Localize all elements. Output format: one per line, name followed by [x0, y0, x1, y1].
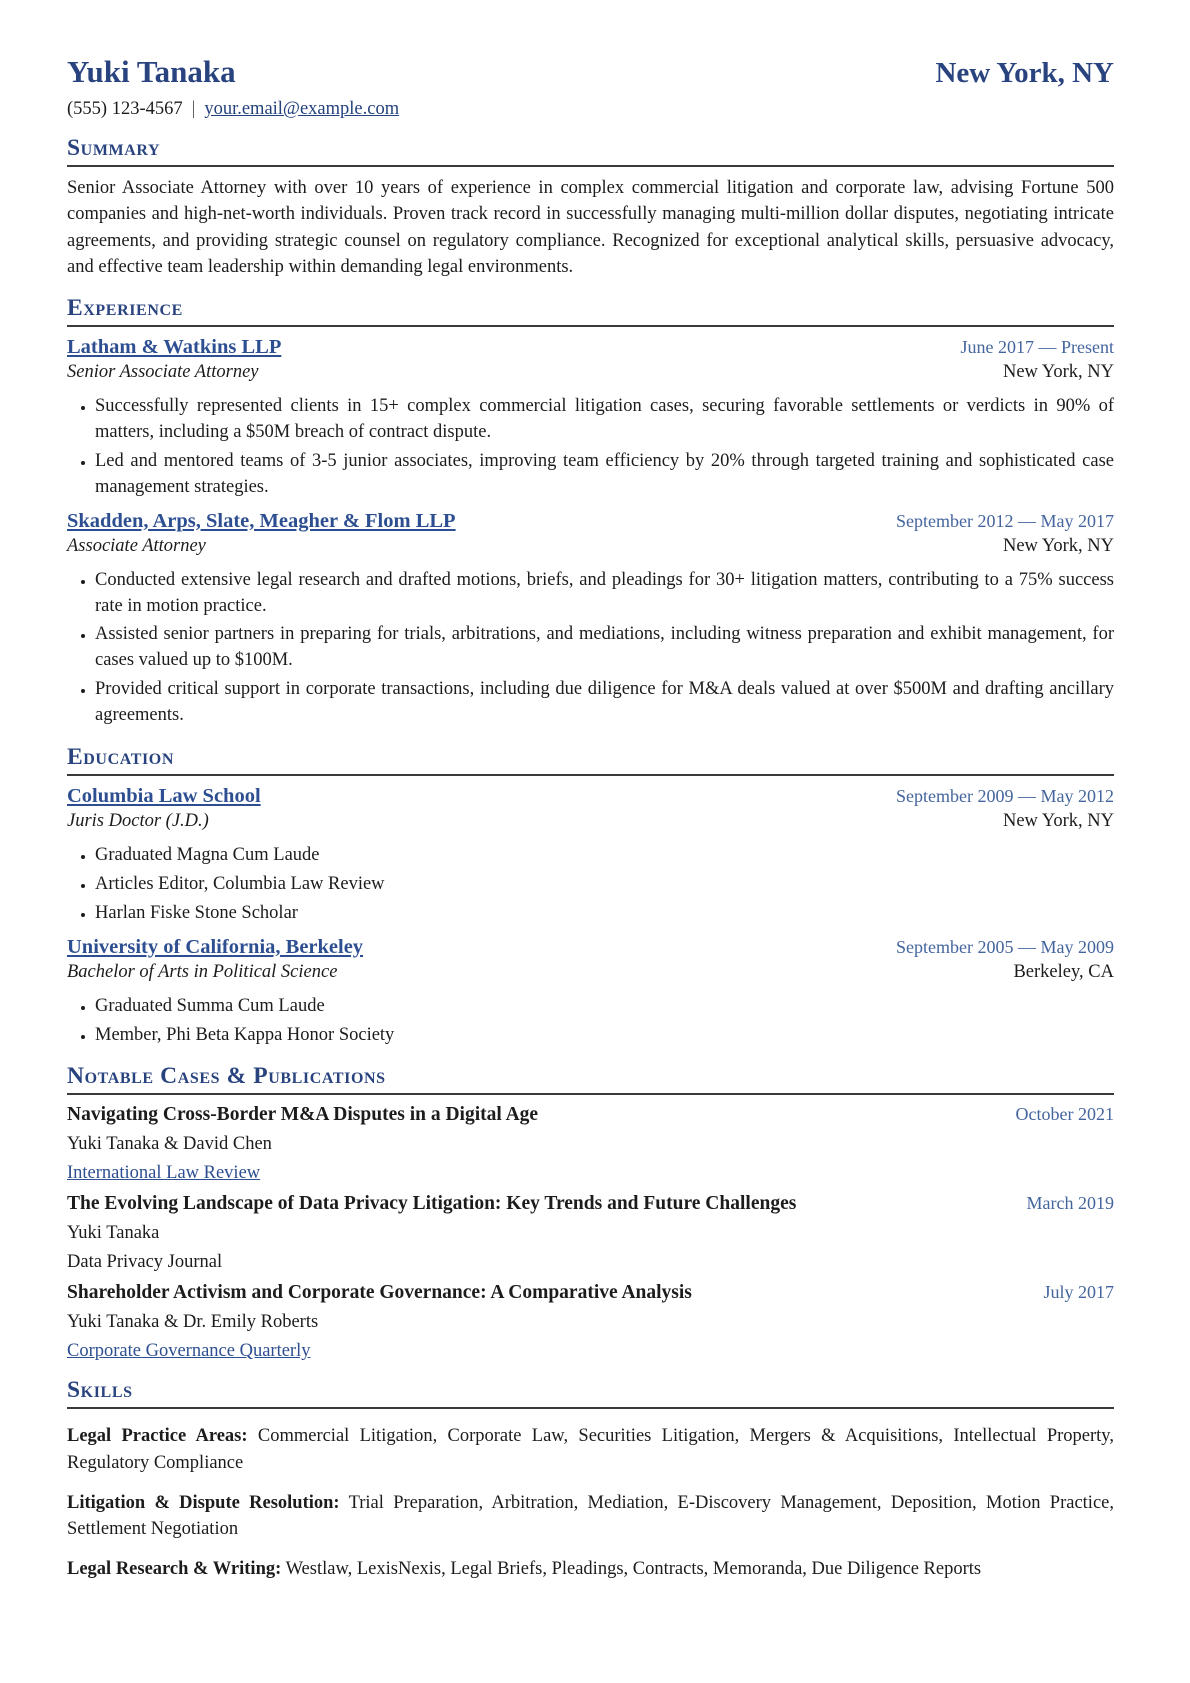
school-header-row — [67, 785, 1114, 808]
job-header-row — [67, 510, 1114, 533]
bullet-item: • Member, Phi Beta Kappa Honor Society — [95, 1023, 1114, 1049]
job-dates: September 2012 — May 2017 — [896, 510, 1114, 531]
section-title-education: Education — [67, 744, 1114, 776]
school-bullets — [67, 843, 1114, 927]
school-location: Berkeley, CA — [1013, 961, 1114, 982]
bullet-item: • Assisted senior partners in preparing for trials, arbitrations, and mediations, including witness preparation and exhibit management, for cases valued up to $100M. — [95, 622, 1114, 674]
company-link[interactable]: Skadden, Arps, Slate, Meagher & Flom LLP — [67, 509, 456, 532]
section-skills — [67, 1377, 1114, 1582]
school-link[interactable]: University of California, Berkeley — [67, 935, 364, 958]
publication-entry — [67, 1282, 1114, 1362]
job-bullets — [67, 394, 1114, 501]
job-location: New York, NY — [1002, 362, 1114, 383]
company-link[interactable]: Latham & Watkins LLP — [67, 336, 282, 359]
contact-separator: | — [191, 99, 196, 119]
job-subheader-row — [67, 536, 1114, 557]
bullet-item: • Conducted extensive legal research and drafted motions, briefs, and pleadings for 30+ litigation matters, contributing to a 75% success rate in motion practice. — [95, 568, 1114, 620]
job-header-row — [67, 336, 1114, 359]
degree: Juris Doctor (J.D.) — [67, 810, 209, 831]
bullet-item: • Harlan Fiske Stone Scholar — [95, 901, 1114, 927]
candidate-location: New York, NY — [935, 57, 1114, 89]
school-header-row — [67, 936, 1114, 959]
skill-category-label: Legal Practice Areas: — [67, 1426, 248, 1447]
job-location: New York, NY — [1002, 535, 1114, 556]
school-subheader-row — [67, 962, 1114, 983]
publication-title: Navigating Cross-Border M&A Disputes in a Digital Age — [67, 1104, 539, 1126]
section-education — [67, 744, 1114, 1048]
degree: Bachelor of Arts in Political Science — [67, 961, 338, 982]
section-title-summary: Summary — [67, 135, 1114, 167]
section-experience — [67, 295, 1114, 729]
publication-title: Shareholder Activism and Corporate Governance: A Comparative Analysis — [67, 1282, 692, 1304]
school-dates: September 2005 — May 2009 — [896, 936, 1114, 957]
skill-line — [67, 1490, 1114, 1543]
job-entry — [67, 510, 1114, 729]
job-entry — [67, 336, 1114, 501]
job-position: Senior Associate Attorney — [67, 362, 259, 383]
school-location: New York, NY — [1002, 810, 1114, 831]
section-publications — [67, 1063, 1114, 1362]
summary-text: Senior Associate Attorney with over 10 years of experience in complex commercial litigation and corporate law, advising Fortune 500 companies and high-net-worth individuals. Proven track record in successfully managing multi-million dollar disputes, negotiating intricate agreements, and providing strategic counsel on regulatory compliance. Recognized for exceptional analytical skills, persuasive advocacy, and effective team leadership within demanding legal environments. — [67, 178, 1114, 277]
job-dates: June 2017 — Present — [960, 337, 1114, 358]
school-entry — [67, 785, 1114, 927]
job-subheader-row — [67, 362, 1114, 383]
school-link[interactable]: Columbia Law School — [67, 784, 261, 807]
contact-row — [67, 99, 1114, 120]
publication-authors: Yuki Tanaka & Dr. Emily Roberts — [67, 1312, 319, 1333]
publication-journal — [67, 1341, 1114, 1362]
phone-number: (555) 123-4567 — [67, 99, 183, 119]
skill-values: Commercial Litigation, Corporate Law, Securities Litigation, Mergers & Acquisitions, Intellectual Property, Regulatory Compliance — [67, 1426, 1114, 1473]
skill-line — [67, 1556, 1114, 1582]
section-title-skills: Skills — [67, 1377, 1114, 1409]
skill-category-label: Litigation & Dispute Resolution: — [67, 1492, 340, 1513]
publication-header-row — [67, 1282, 1114, 1304]
publication-header-row — [67, 1193, 1114, 1215]
section-title-publications: Notable Cases & Publications — [67, 1063, 1114, 1095]
publication-entry — [67, 1104, 1114, 1184]
publication-header-row — [67, 1104, 1114, 1126]
publication-date: March 2019 — [1026, 1193, 1114, 1214]
bullet-item: • Articles Editor, Columbia Law Review — [95, 872, 1114, 898]
school-dates: September 2009 — May 2012 — [896, 785, 1114, 806]
skill-values: Trial Preparation, Arbitration, Mediation, E-Discovery Management, Deposition, Motion Practice, Settlement Negotiation — [67, 1492, 1114, 1540]
job-position: Associate Attorney — [67, 535, 206, 556]
candidate-name: Yuki Tanaka — [67, 54, 236, 89]
skill-line — [67, 1423, 1114, 1476]
bullet-item: • Graduated Magna Cum Laude — [95, 843, 1114, 869]
bullet-item: • Led and mentored teams of 3-5 junior associates, improving team efficiency by 20% through targeted training and sophisticated case management strategies. — [95, 449, 1114, 501]
job-bullets — [67, 568, 1114, 729]
publication-authors: Yuki Tanaka — [67, 1223, 160, 1244]
header — [67, 54, 1114, 90]
bullet-item: • Graduated Summa Cum Laude — [95, 994, 1114, 1020]
bullet-item: • Provided critical support in corporate transactions, including due diligence for M&A deals valued at over $500M and drafting ancillary agreements. — [95, 677, 1114, 729]
section-title-experience: Experience — [67, 295, 1114, 327]
publication-journal — [67, 1163, 1114, 1184]
school-subheader-row — [67, 811, 1114, 832]
email-link[interactable]: your.email@example.com — [204, 99, 400, 119]
journal-link[interactable]: International Law Review — [67, 1163, 261, 1184]
publication-journal: Data Privacy Journal — [67, 1252, 223, 1273]
skill-values: Westlaw, LexisNexis, Legal Briefs, Pleadings, Contracts, Memoranda, Due Diligence Reports — [281, 1559, 982, 1580]
section-summary — [67, 135, 1114, 280]
publication-authors: Yuki Tanaka & David Chen — [67, 1134, 272, 1155]
school-entry — [67, 936, 1114, 1049]
publication-title: The Evolving Landscape of Data Privacy Litigation: Key Trends and Future Challenges — [67, 1193, 797, 1215]
school-bullets — [67, 994, 1114, 1049]
publication-date: October 2021 — [1015, 1104, 1114, 1125]
skill-category-label: Legal Research & Writing: — [67, 1559, 282, 1580]
publication-date: July 2017 — [1043, 1282, 1114, 1303]
bullet-item: • Successfully represented clients in 15+ complex commercial litigation cases, securing favorable settlements or verdicts in 90% of matters, including a $50M breach of contract dispute. — [95, 394, 1114, 446]
publication-entry — [67, 1193, 1114, 1273]
journal-link[interactable]: Corporate Governance Quarterly — [67, 1341, 311, 1362]
